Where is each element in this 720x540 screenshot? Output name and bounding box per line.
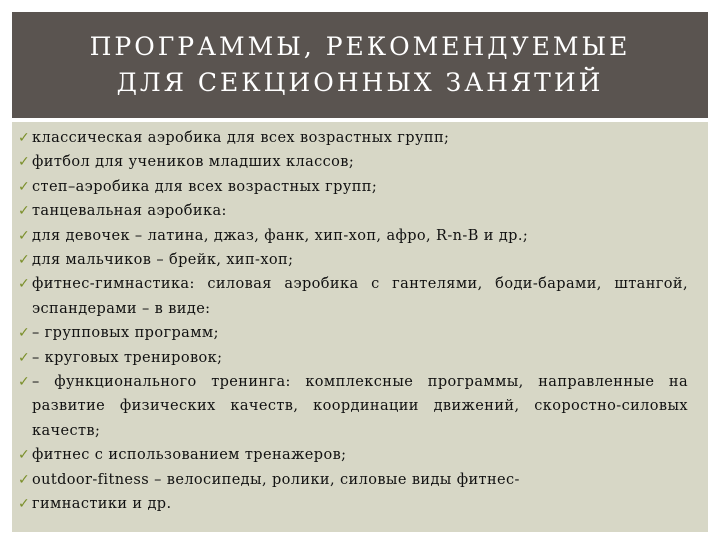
- list-item: [18, 248, 688, 272]
- list-item: [18, 272, 688, 321]
- slide-title-line-2: ДЛЯ СЕКЦИОННЫХ ЗАНЯТИЙ: [116, 68, 604, 97]
- list-item-text: фитнес-гимнастика: силовая аэробика с гантелями, боди-барами, штангой, эспандерами – в виде:: [32, 276, 688, 317]
- list-item-text: фитнес с использованием тренажеров;: [32, 447, 347, 464]
- list-item: [18, 492, 688, 516]
- list-item-text: outdoor-fitness – велосипеды, ролики, силовые виды фитнес-: [32, 471, 520, 488]
- checkmark-icon: ✓: [18, 252, 31, 269]
- list-item: [18, 468, 688, 492]
- list-item: [18, 199, 688, 223]
- checkmark-icon: ✓: [18, 227, 31, 244]
- list-item-text: степ–аэробика для всех возрастных групп;: [32, 178, 378, 195]
- checkmark-icon: ✓: [18, 471, 31, 488]
- list-item: [18, 321, 688, 345]
- list-item-text: – функционального тренинга: комплексные программы, направленные на развитие физических качеств, координации движений, скоростно-силовых качеств;: [32, 374, 688, 439]
- title-bar: [12, 12, 708, 118]
- list-item-text: для девочек – латина, джаз, фанк, хип-хоп, афро, R-n-B и др.;: [32, 227, 529, 244]
- checkmark-icon: ✓: [18, 178, 31, 195]
- list-item: [18, 126, 688, 150]
- checkmark-icon: ✓: [18, 374, 31, 391]
- list-item-text: фитбол для учеников младших классов;: [32, 154, 355, 171]
- list-item-text: гимнастики и др.: [32, 496, 172, 513]
- slide-title-line-1: ПРОГРАММЫ, РЕКОМЕНДУЕМЫЕ: [89, 32, 631, 61]
- checkmark-icon: ✓: [18, 447, 31, 464]
- list-item-text: – круговых тренировок;: [32, 349, 223, 366]
- list-item: [18, 224, 688, 248]
- checkmark-icon: ✓: [18, 325, 31, 342]
- list-item-text: – групповых программ;: [32, 325, 219, 342]
- checkmark-icon: ✓: [18, 276, 31, 293]
- checkmark-icon: ✓: [18, 496, 31, 513]
- list-item-text: классическая аэробика для всех возрастных групп;: [32, 130, 450, 146]
- list-item: [18, 150, 688, 174]
- checkmark-icon: ✓: [18, 349, 31, 366]
- content-panel: [12, 122, 708, 532]
- list-item: [18, 346, 688, 370]
- list-item: [18, 370, 688, 443]
- list-item: [18, 175, 688, 199]
- checkmark-icon: ✓: [18, 130, 31, 146]
- program-list: [12, 122, 708, 517]
- list-item-text: танцевальная аэробика:: [32, 203, 227, 220]
- list-item-text: для мальчиков – брейк, хип-хоп;: [32, 252, 294, 269]
- list-item: [18, 443, 688, 467]
- checkmark-icon: ✓: [18, 203, 31, 220]
- checkmark-icon: ✓: [18, 154, 31, 171]
